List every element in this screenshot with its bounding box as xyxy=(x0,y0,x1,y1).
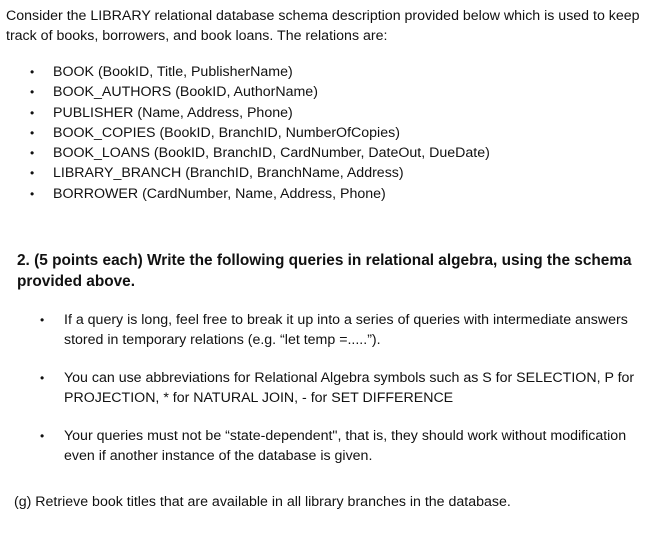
relation-text: LIBRARY_BRANCH (BranchID, BranchName, Address) xyxy=(53,165,404,182)
relation-item-borrower xyxy=(30,184,490,204)
intro-paragraph: Consider the LIBRARY relational database schema description provided below which is used to keep track of books, borrowers, and book loans. The relations are: xyxy=(6,8,640,44)
bullet-icon: • xyxy=(40,313,45,327)
question-heading: 2. (5 points each) Write the following queries in relational algebra, using the schema provided above. xyxy=(17,252,632,290)
note-item-abbreviations xyxy=(40,369,650,408)
bullet-icon: • xyxy=(30,146,35,161)
relation-item-book xyxy=(30,62,490,82)
relation-item-book-authors xyxy=(30,82,490,102)
note-text: You can use abbreviations for Relational Algebra symbols such as S for SELECTION, P for PROJECTION, * for NATURAL JOIN, - for SET DIFFERENCE xyxy=(64,370,635,406)
relation-item-book-loans xyxy=(30,143,490,163)
relations-list xyxy=(30,62,490,204)
bullet-icon: • xyxy=(40,429,45,443)
bullet-icon: • xyxy=(30,85,35,100)
relation-text: BOOK (BookID, Title, PublisherName) xyxy=(53,64,293,80)
relation-item-library-branch xyxy=(30,163,490,183)
relation-text: PUBLISHER (Name, Address, Phone) xyxy=(53,104,293,121)
note-text: If a query is long, feel free to break it up into a series of queries with intermediate answers stored in temporary relations (e.g. “let temp =.....”). xyxy=(64,312,628,348)
notes-list xyxy=(40,311,650,485)
bullet-icon: • xyxy=(40,371,45,385)
bullet-icon: • xyxy=(30,186,35,201)
bullet-icon: • xyxy=(30,105,35,120)
relation-text: BOOK_AUTHORS (BookID, AuthorName) xyxy=(53,84,318,101)
question-part-g: (g) Retrieve book titles that are available in all library branches in the database. xyxy=(14,494,511,510)
bullet-icon: • xyxy=(30,166,35,181)
relation-text: BOOK_COPIES (BookID, BranchID, NumberOfCopies) xyxy=(53,124,400,141)
note-text: Your queries must not be “state-dependent", that is, they should work without modification even if another instance of the database is given. xyxy=(64,428,627,464)
relation-text: BOOK_LOANS (BookID, BranchID, CardNumber, DateOut, DueDate) xyxy=(53,145,490,162)
relation-text: BORROWER (CardNumber, Name, Address, Phone) xyxy=(53,185,386,202)
bullet-icon: • xyxy=(30,65,35,79)
bullet-icon: • xyxy=(30,125,35,140)
note-item-state-dependent xyxy=(40,427,650,466)
relation-item-book-copies xyxy=(30,123,490,143)
relation-item-publisher xyxy=(30,103,490,123)
note-item-long-query xyxy=(40,311,650,350)
